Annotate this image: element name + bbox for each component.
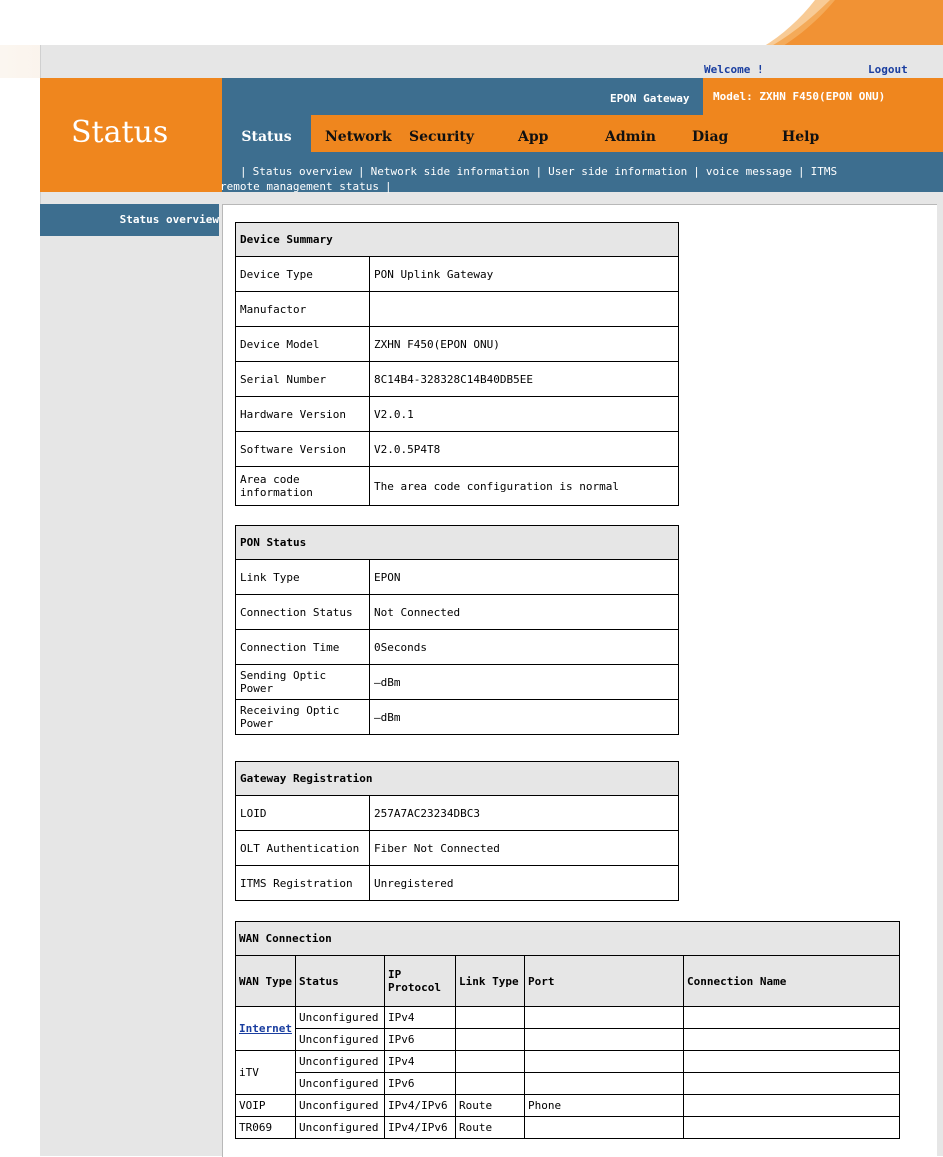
row-value: —dBm xyxy=(370,700,679,735)
row-value: PON Uplink Gateway xyxy=(370,257,679,292)
sub-nav-itms-continuation[interactable]: remote management status xyxy=(220,180,379,193)
table-row xyxy=(236,866,679,901)
table-row xyxy=(236,257,679,292)
table-row xyxy=(236,831,679,866)
cell-port: Phone xyxy=(524,1095,683,1117)
sub-nav-separator: | xyxy=(240,165,247,178)
col-header-ip-protocol: IP Protocol xyxy=(384,956,455,1007)
row-value: The area code configuration is normal xyxy=(370,467,679,506)
row-value: V2.0.5P4T8 xyxy=(370,432,679,467)
sub-nav-separator: | xyxy=(797,165,805,178)
table-row xyxy=(236,292,679,327)
row-value: 8C14B4-328328C14B40DB5EE xyxy=(370,362,679,397)
row-label: Manufactor xyxy=(236,292,370,327)
sub-nav-network-side[interactable]: Network side information xyxy=(370,165,530,178)
content-area xyxy=(222,204,937,1157)
row-value xyxy=(370,292,679,327)
row-label: Hardware Version xyxy=(236,397,370,432)
wan-connection-title: WAN Connection xyxy=(236,922,900,956)
table-row xyxy=(236,630,679,665)
row-value: ZXHN F450(EPON ONU) xyxy=(370,327,679,362)
cell-protocol: IPv4/IPv6 xyxy=(384,1095,455,1117)
model-label: Model: ZXHN F450(EPON ONU) xyxy=(703,78,943,115)
row-value: 257A7AC23234DBC3 xyxy=(370,796,679,831)
row-label: Sending Optic Power xyxy=(236,665,370,700)
tab-diag[interactable]: Diag xyxy=(692,129,729,145)
sub-nav-itms[interactable]: ITMS xyxy=(810,165,838,178)
cell-connection-name xyxy=(683,1051,899,1073)
col-header-wan-type: WAN Type xyxy=(236,956,296,1007)
pon-status-table xyxy=(235,525,679,735)
row-value: EPON xyxy=(370,560,679,595)
table-row xyxy=(236,796,679,831)
sub-nav-separator: | xyxy=(535,165,543,178)
cell-status: Unconfigured xyxy=(295,1029,384,1051)
cell-port xyxy=(524,1117,683,1139)
sub-nav-separator: | xyxy=(693,165,700,178)
page-title: Status xyxy=(71,115,169,150)
table-row xyxy=(236,1117,900,1139)
table-row xyxy=(236,595,679,630)
pon-status-title: PON Status xyxy=(236,526,679,560)
sub-nav-separator: | xyxy=(357,165,365,178)
cell-connection-name xyxy=(683,1095,899,1117)
row-value: V2.0.1 xyxy=(370,397,679,432)
welcome-link[interactable]: Welcome ! xyxy=(704,63,764,76)
col-header-link-type: Link Type xyxy=(455,956,524,1007)
tab-status[interactable]: Status xyxy=(222,115,311,152)
col-header-status: Status xyxy=(295,956,384,1007)
row-value: —dBm xyxy=(370,665,679,700)
row-value: Fiber Not Connected xyxy=(370,831,679,866)
cell-connection-name xyxy=(683,1007,899,1029)
cell-status: Unconfigured xyxy=(295,1007,384,1029)
table-row xyxy=(236,1007,900,1029)
cell-status: Unconfigured xyxy=(295,1073,384,1095)
sub-nav-voice-message[interactable]: voice message xyxy=(705,165,792,178)
table-row xyxy=(236,665,679,700)
cell-connection-name xyxy=(683,1073,899,1095)
gateway-registration-title: Gateway Registration xyxy=(236,762,679,796)
sub-nav-separator: | xyxy=(384,180,392,193)
device-summary-table xyxy=(235,222,679,506)
col-header-port: Port xyxy=(524,956,683,1007)
table-row xyxy=(236,1029,900,1051)
cell-wan-type: VOIP xyxy=(236,1095,296,1117)
wan-connection-table xyxy=(235,921,900,1139)
model-header xyxy=(222,78,943,115)
cell-link-type xyxy=(455,1007,524,1029)
table-row xyxy=(236,560,679,595)
sub-nav-user-side[interactable]: User side information xyxy=(548,165,688,178)
cell-protocol: IPv4/IPv6 xyxy=(384,1117,455,1139)
row-label: Area code information xyxy=(236,467,370,506)
gateway-label: EPON Gateway xyxy=(610,92,690,105)
table-row xyxy=(236,700,679,735)
cell-connection-name xyxy=(683,1029,899,1051)
tab-admin[interactable]: Admin xyxy=(605,129,656,145)
cell-link-type xyxy=(455,1073,524,1095)
row-label: Software Version xyxy=(236,432,370,467)
tab-help[interactable]: Help xyxy=(782,129,820,145)
cell-port xyxy=(524,1073,683,1095)
logout-link[interactable]: Logout xyxy=(868,63,908,76)
table-row xyxy=(236,432,679,467)
sub-nav-status-overview[interactable]: Status overview xyxy=(252,165,352,178)
cell-status: Unconfigured xyxy=(295,1117,384,1139)
cell-link-type: Route xyxy=(455,1095,524,1117)
cell-wan-type: iTV xyxy=(236,1051,296,1095)
device-summary-title: Device Summary xyxy=(236,223,679,257)
wan-type-internet-link[interactable] xyxy=(236,1007,296,1051)
table-row xyxy=(236,1073,900,1095)
cell-link-type: Route xyxy=(455,1117,524,1139)
table-row xyxy=(236,397,679,432)
tab-security[interactable]: Security xyxy=(409,129,475,145)
table-row xyxy=(236,1051,900,1073)
cell-link-type xyxy=(455,1051,524,1073)
row-label: Connection Time xyxy=(236,630,370,665)
cell-link-type xyxy=(455,1029,524,1051)
row-label: Device Model xyxy=(236,327,370,362)
sub-nav xyxy=(222,152,943,192)
table-row xyxy=(236,467,679,506)
welcome-bar xyxy=(222,61,943,77)
sidebar xyxy=(40,204,219,1156)
main-nav xyxy=(222,115,842,152)
row-label: LOID xyxy=(236,796,370,831)
cell-protocol: IPv4 xyxy=(384,1007,455,1029)
cell-protocol: IPv4 xyxy=(384,1051,455,1073)
cell-protocol: IPv6 xyxy=(384,1073,455,1095)
row-label: ITMS Registration xyxy=(236,866,370,901)
cell-port xyxy=(524,1051,683,1073)
table-row xyxy=(236,1095,900,1117)
tab-network[interactable]: Network xyxy=(325,129,392,145)
cell-protocol: IPv6 xyxy=(384,1029,455,1051)
col-header-connection-name: Connection Name xyxy=(683,956,899,1007)
row-label: Link Type xyxy=(236,560,370,595)
cell-port xyxy=(524,1007,683,1029)
cell-connection-name xyxy=(683,1117,899,1139)
gateway-registration-table xyxy=(235,761,679,901)
row-value: Unregistered xyxy=(370,866,679,901)
row-value: 0Seconds xyxy=(370,630,679,665)
table-row xyxy=(236,362,679,397)
row-label: Receiving Optic Power xyxy=(236,700,370,735)
row-value: Not Connected xyxy=(370,595,679,630)
internet-link[interactable]: Internet xyxy=(239,1022,292,1035)
row-label: Serial Number xyxy=(236,362,370,397)
title-block xyxy=(40,78,222,192)
main-nav-end xyxy=(842,115,943,152)
cell-status: Unconfigured xyxy=(295,1051,384,1073)
cell-port xyxy=(524,1029,683,1051)
cell-status: Unconfigured xyxy=(295,1095,384,1117)
row-label: OLT Authentication xyxy=(236,831,370,866)
table-row xyxy=(236,327,679,362)
row-label: Connection Status xyxy=(236,595,370,630)
row-label: Device Type xyxy=(236,257,370,292)
cell-wan-type: TR069 xyxy=(236,1117,296,1139)
tab-app[interactable]: App xyxy=(518,129,549,145)
sidebar-item-status-overview[interactable]: Status overview xyxy=(40,204,219,236)
